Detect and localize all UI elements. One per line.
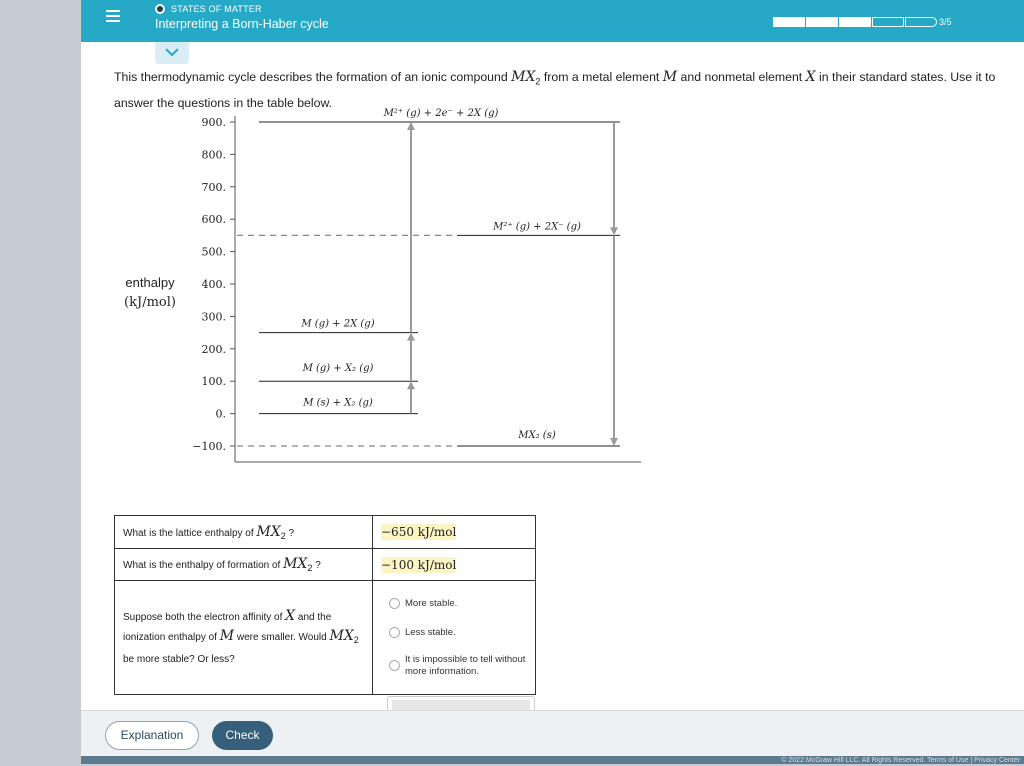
topic-label: STATES OF MATTER bbox=[171, 4, 262, 14]
level-label: M (g) + X₂ (g) bbox=[302, 363, 374, 375]
level-label: M²⁺ (g) + 2e⁻ + 2X (g) bbox=[383, 108, 499, 119]
problem-statement: This thermodynamic cycle describes the formation of an ionic compound $MX_2$ from a metal element M and nonmetal element X in their standard states. Use it to answer the questions in the table below. bbox=[114, 69, 996, 111]
level-label: M (s) + X₂ (g) bbox=[303, 397, 373, 409]
arrow-head bbox=[407, 333, 415, 341]
tick-label: 100. bbox=[201, 375, 226, 389]
y-axis-unit: (kJ/mol) bbox=[124, 295, 176, 310]
radio-impossible[interactable] bbox=[389, 660, 400, 671]
progress-count: 3/5 bbox=[939, 17, 952, 27]
tick-label: 0. bbox=[215, 407, 226, 421]
level-label: MX₂ (s) bbox=[518, 430, 556, 441]
level-label: M²⁺ (g) + 2X⁻ (g) bbox=[493, 221, 581, 233]
tick-label: 600. bbox=[201, 213, 226, 227]
radio-more-stable[interactable] bbox=[389, 598, 400, 609]
page-title: Interpreting a Born-Haber cycle bbox=[155, 17, 329, 31]
radio-less-stable[interactable] bbox=[389, 627, 400, 638]
legal-text: © 2022 McGraw Hill LLC. All Rights Reserved. Terms of Use | Privacy Center bbox=[781, 757, 1020, 764]
tick-label: 500. bbox=[201, 245, 226, 259]
tick-label: 900. bbox=[201, 116, 226, 129]
tick-label: 300. bbox=[201, 310, 226, 324]
question-lattice: What is the lattice enthalpy of $MX_2$ ? bbox=[115, 516, 373, 549]
answer-lattice-value[interactable]: −650 kJ/mol bbox=[381, 525, 457, 539]
arrow-head bbox=[610, 438, 618, 446]
explanation-button[interactable]: Explanation bbox=[105, 721, 199, 750]
check-button[interactable]: Check bbox=[212, 721, 273, 750]
question-formation: What is the enthalpy of formation of $MX_2$ ? bbox=[115, 549, 373, 581]
option-impossible[interactable]: It is impossible to tell without more information. bbox=[389, 654, 527, 678]
arrow-head bbox=[610, 227, 618, 235]
tick-label: −100. bbox=[192, 440, 226, 453]
option-less-stable[interactable]: Less stable. bbox=[389, 627, 527, 638]
question-table bbox=[114, 515, 536, 695]
y-axis-label: enthalpy bbox=[125, 275, 175, 290]
arrow-head bbox=[407, 122, 415, 130]
answer-lattice-cell[interactable] bbox=[373, 516, 536, 549]
arrow-head bbox=[407, 381, 415, 389]
answer-formation-cell[interactable] bbox=[373, 549, 536, 581]
main-page bbox=[81, 0, 1024, 764]
question-stability: Suppose both the electron affinity of X and the ionization enthalpy of M were smaller. Would $MX_2$ be more stable? Or less? bbox=[115, 581, 373, 695]
tick-label: 800. bbox=[201, 148, 226, 162]
footer-bar bbox=[81, 710, 1024, 756]
answer-formation-value[interactable]: −100 kJ/mol bbox=[381, 557, 457, 572]
tick-label: 200. bbox=[201, 342, 226, 356]
option-more-stable[interactable]: More stable. bbox=[389, 598, 527, 609]
tick-label: 700. bbox=[201, 180, 226, 194]
bottom-bar bbox=[81, 756, 1024, 764]
born-haber-diagram bbox=[81, 0, 1024, 480]
level-label: M (g) + 2X (g) bbox=[301, 318, 375, 330]
stability-options bbox=[373, 581, 536, 695]
answer-input-box[interactable] bbox=[387, 696, 535, 710]
tick-label: 400. bbox=[201, 278, 226, 291]
